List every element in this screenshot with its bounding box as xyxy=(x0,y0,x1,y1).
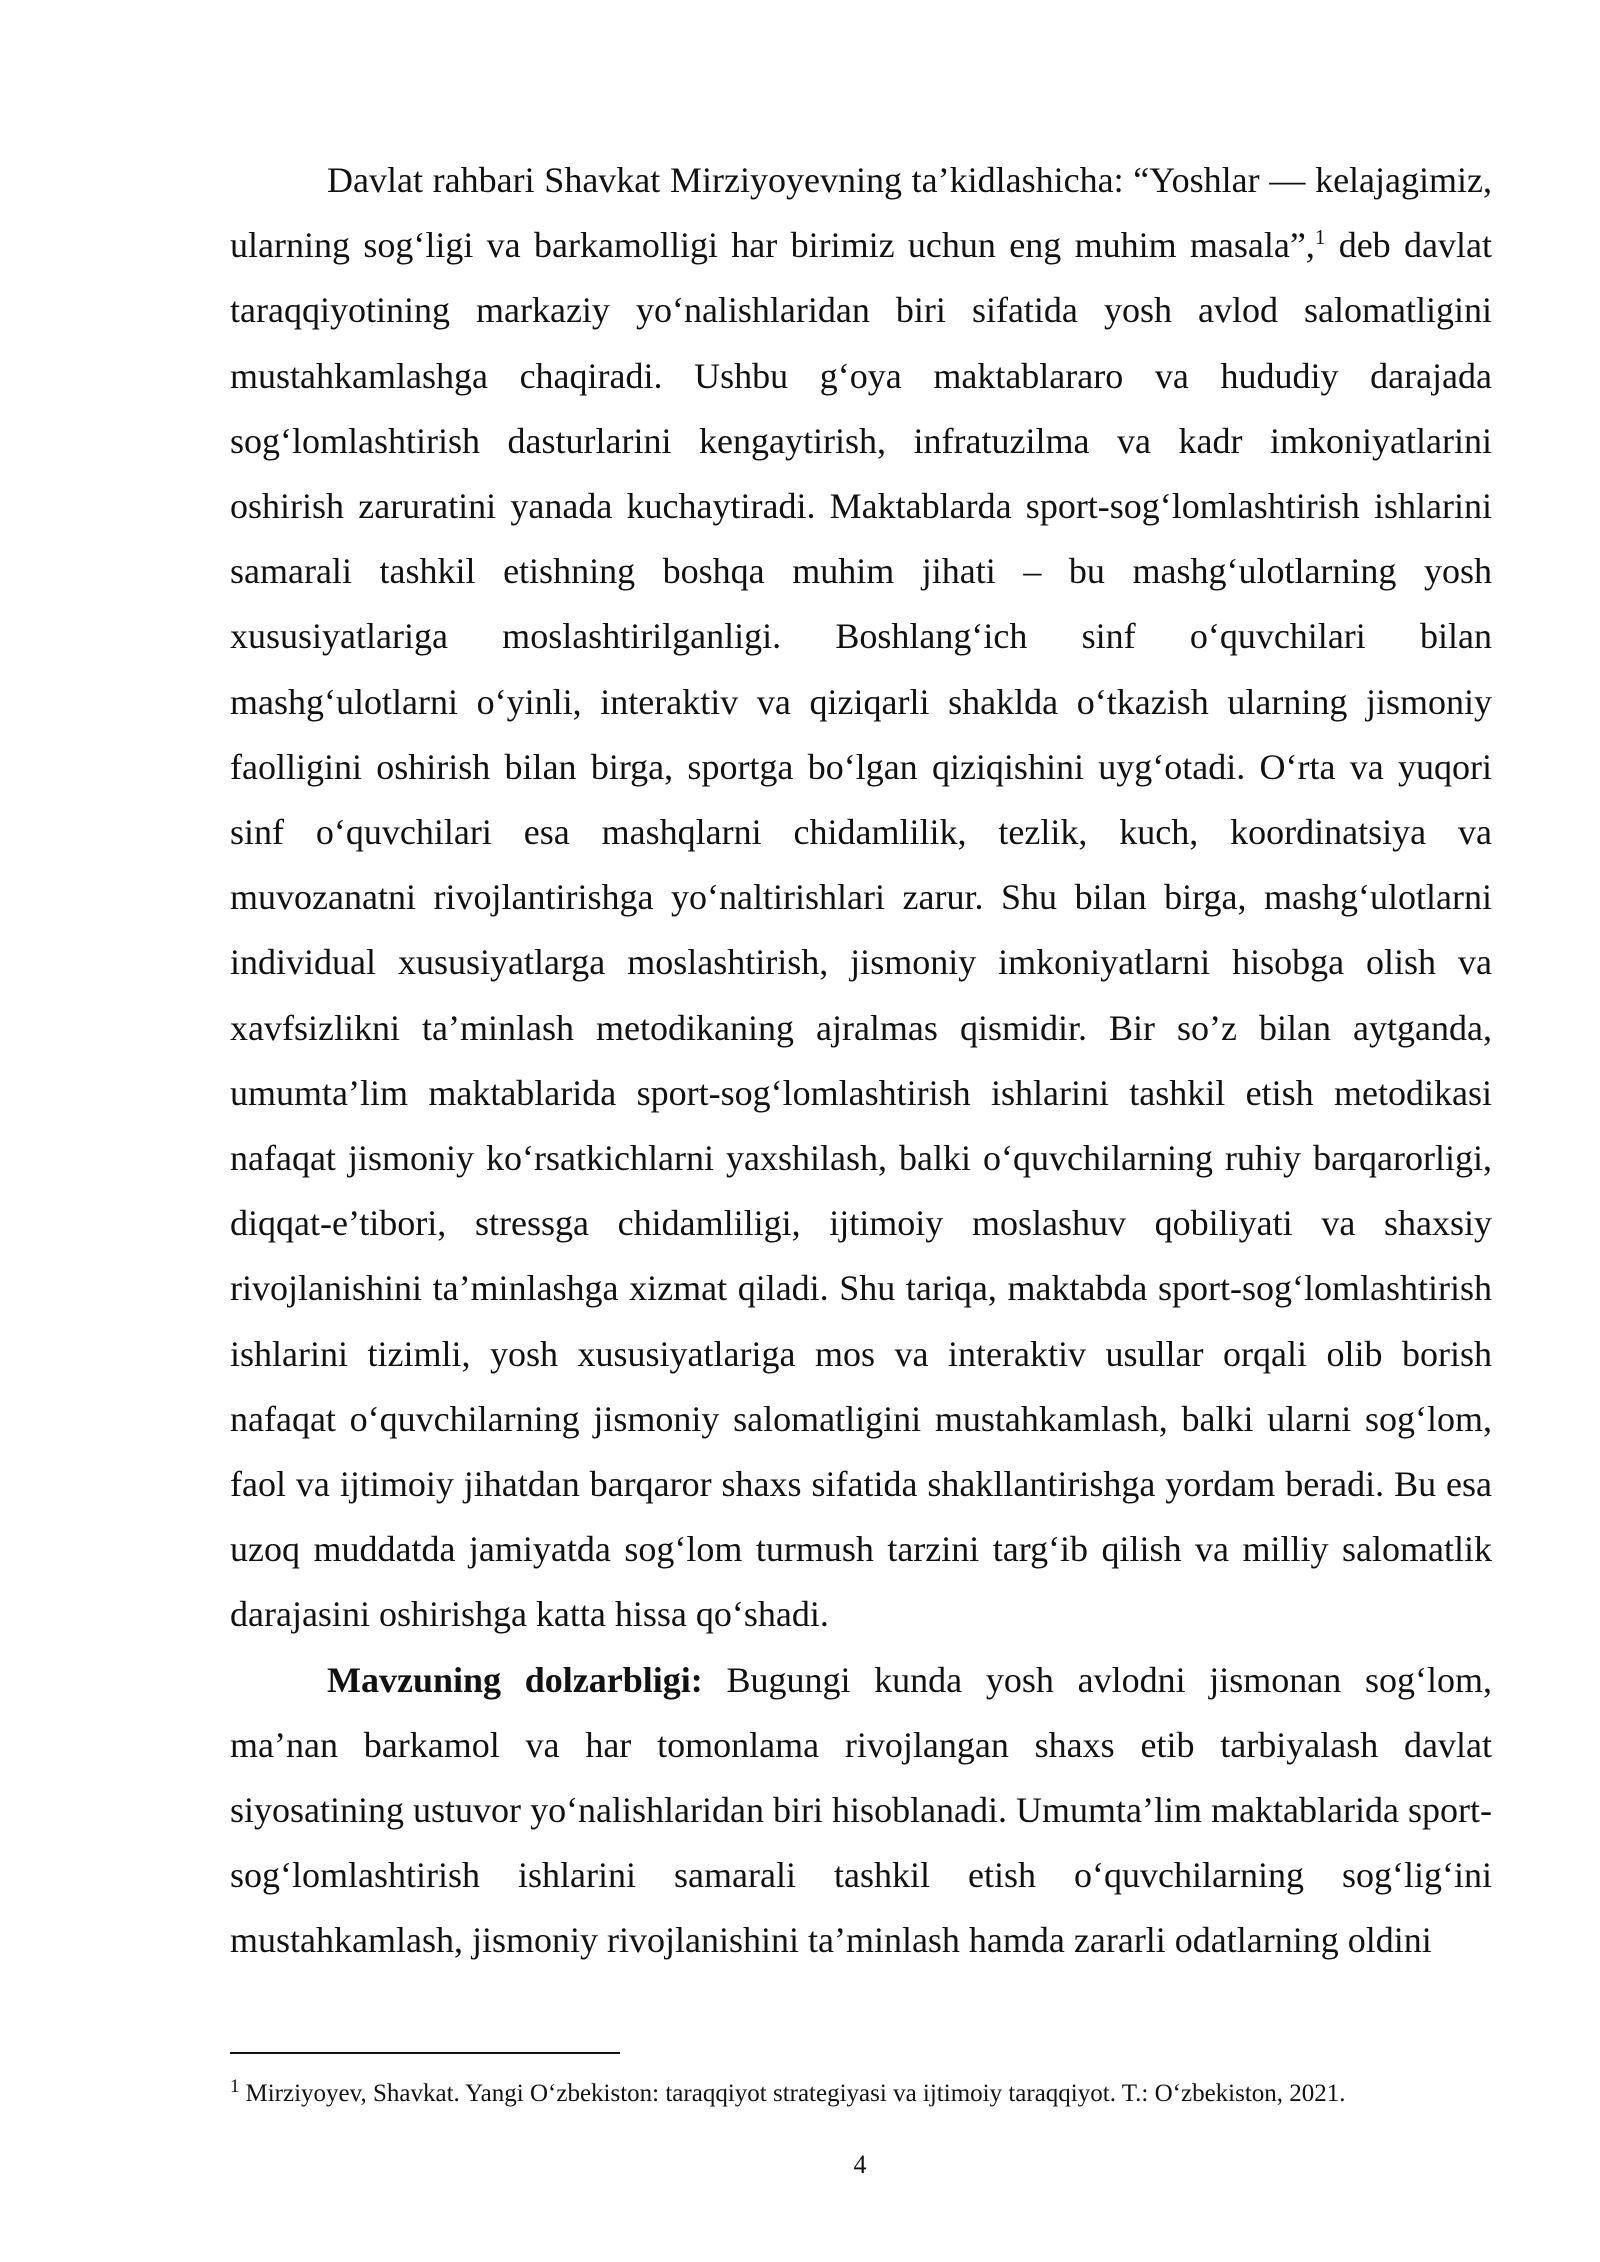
footnote-separator xyxy=(230,2052,620,2054)
paragraph-1 xyxy=(230,148,1492,1648)
paragraph-2-text: Bugungi kunda yosh avlodni jismonan sog‘lom, ma’nan barkamol va har tomonlama rivojlangan shaxs etib tarbiyalash davlat siyosatining ustuvor yo‘nalishlaridan biri hisoblanadi. Umumta’lim maktablarida sport-sog‘lomlashtirish ishlarini samarali tashkil etish o‘quvchilarning sog‘lig‘ini mustahkamlash, jismoniy rivojlanishini ta’minlash hamda zararli odatlarning oldini xyxy=(230,1659,1492,1961)
footnote-reference: 1 xyxy=(1314,225,1326,250)
page-number: 4 xyxy=(853,2150,867,2179)
paragraph-2 xyxy=(230,1648,1492,1974)
paragraph-2-heading: Mavzuning dolzarbligi: xyxy=(327,1659,703,1700)
body-text xyxy=(230,148,1492,1974)
footnote-text: Mirziyoyev, Shavkat. Yangi O‘zbekiston: taraqqiyot strategiyasi va ijtimoiy taraqqiyot. T.: O‘zbekiston, 2021. xyxy=(245,2080,1346,2107)
footnote-marker: 1 xyxy=(230,2075,240,2097)
paragraph-1-text-start: Davlat rahbari Shavkat Mirziyoyevning ta’kidlashicha: “Yoshlar — kelajagimiz, ularning sog‘ligi va barkamolligi har birimiz uchun eng muhim masala”, xyxy=(230,160,1492,266)
paragraph-1-text-rest: deb davlat taraqqiyotining markaziy yo‘nalishlaridan biri sifatida yosh avlod salomatligini mustahkamlashga chaqiradi. Ushbu g‘oya maktablararo va hududiy darajada sog‘lomlashtirish dasturlarini kengaytirish, infratuzilma va kadr imkoniyatlarini oshirish zaruratini yanada kuchaytiradi. Maktablarda sport-sog‘lomlashtirish ishlarini samarali tashkil etishning boshqa muhim jihati – bu mashg‘ulotlarning yosh xususiyatlariga moslashtirilganligi. Boshlang‘ich sinf o‘quvchilari bilan mashg‘ulotlarni o‘yinli, interaktiv va qiziqarli shaklda o‘tkazish ularning jismoniy faolligini oshirish bilan birga, sportga bo‘lgan qiziqishini uyg‘otadi. O‘rta va yuqori sinf o‘quvchilari esa mashqlarni chidamlilik, tezlik, kuch, koordinatsiya va muvozanatni rivojlantirishga yo‘naltirishlari zarur. Shu bilan birga, mashg‘ulotlarni individual xususiyatlarga moslashtirish, jismoniy imkoniyatlarni hisobga olish va xavfsizlikni ta’minlash metodikaning ajralmas qismidir. Bir so’z bilan aytganda, umumta’lim maktablarida sport-sog‘lomlashtirish ishlarini tashkil etish metodikasi nafaqat jismoniy ko‘rsatkichlarni yaxshilash, balki o‘quvchilarning ruhiy barqarorligi, diqqat-e’tibori, stressga chidamliligi, ijtimoiy moslashuv qobiliyati va shaxsiy rivojlanishini ta’minlashga xizmat qiladi. Shu tariqa, maktabda sport-sog‘lomlashtirish ishlarini tizimli, yosh xususiyatlariga mos va interaktiv usullar orqali olib borish nafaqat o‘quvchilarning jismoniy salomatligini mustahkamlash, balki ularni sog‘lom, faol va ijtimoiy jihatdan barqaror shaxs sifatida shakllantirishga yordam beradi. Bu esa uzoq muddatda jamiyatda sog‘lom turmush tarzini targ‘ib qilish va milliy salomatlik darajasini oshirishga katta hissa qo‘shadi. xyxy=(230,225,1492,1635)
footnote xyxy=(230,2075,1492,2110)
